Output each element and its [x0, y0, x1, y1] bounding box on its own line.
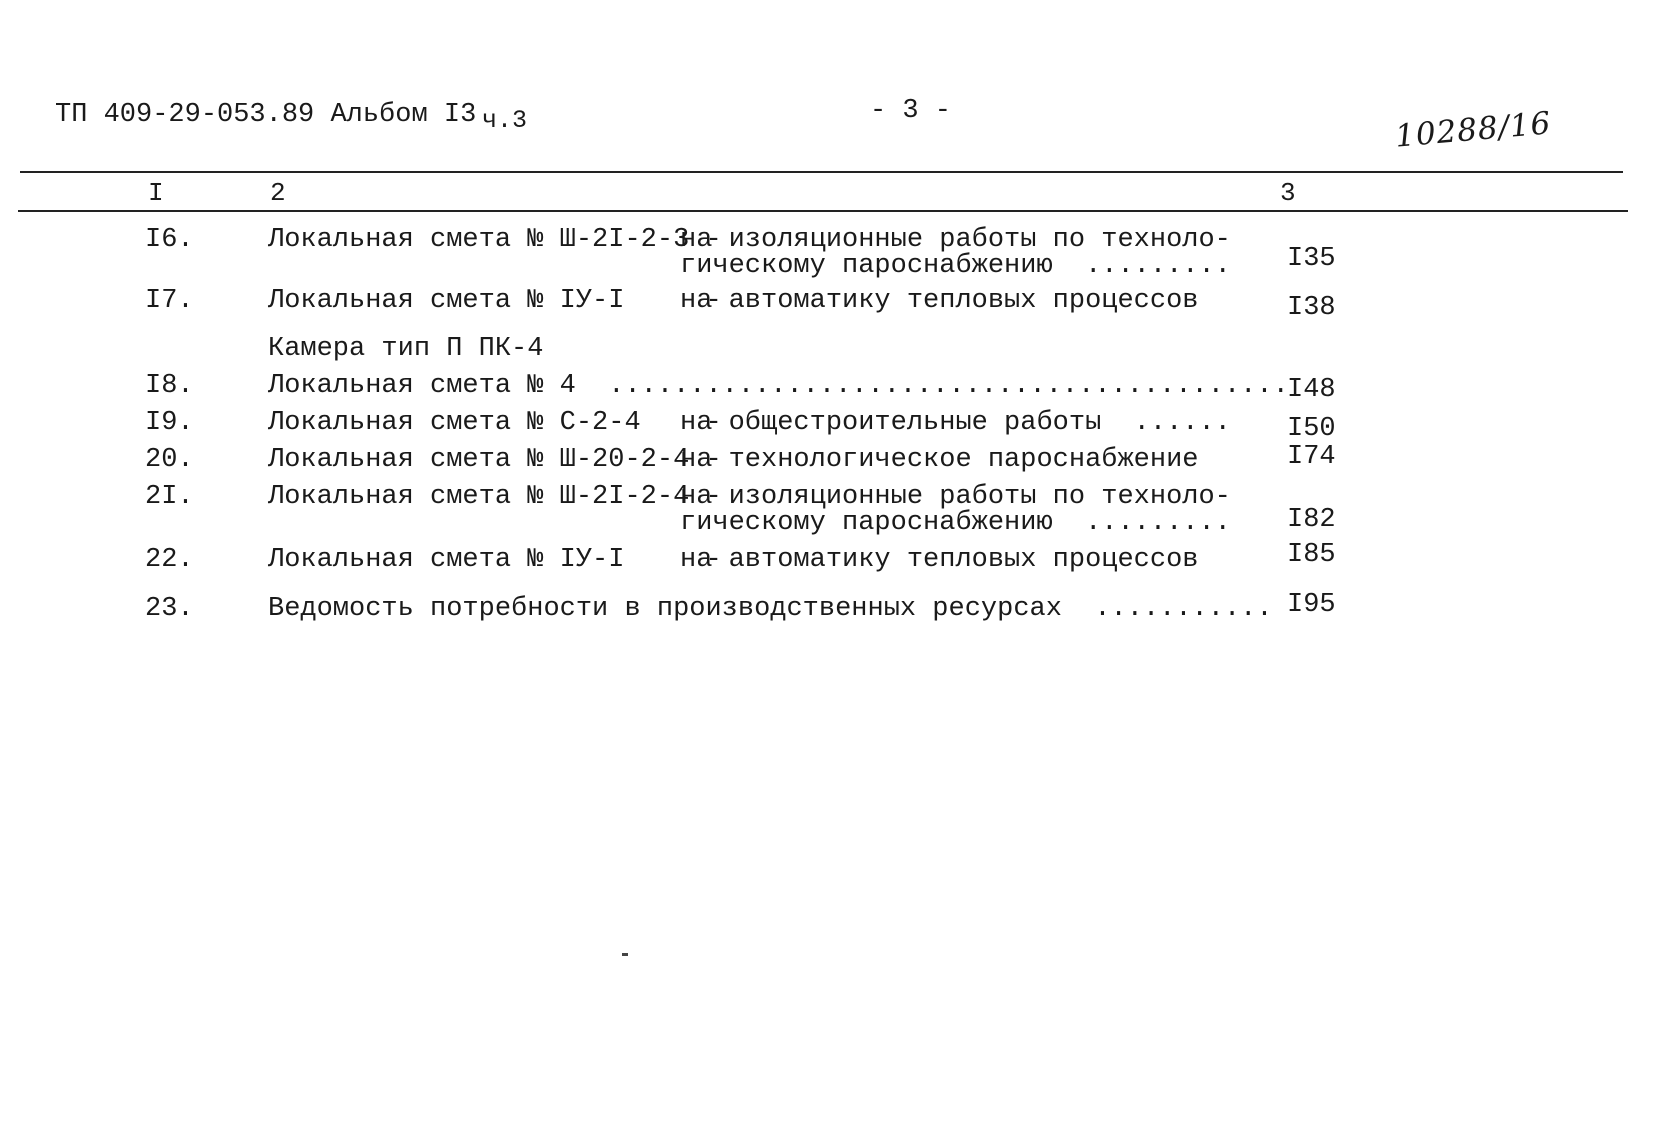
- row-label: Ведомость потребности в производственных ресурсах ...........: [268, 594, 1273, 624]
- row-label: Локальная смета № Ш-20-2-4 -: [268, 445, 722, 475]
- column-header-2: 2: [270, 178, 286, 208]
- table-header-rule: [18, 210, 1628, 212]
- row-description: на изоляционные работы по техноло-: [680, 225, 1231, 255]
- row-page: I74: [1287, 442, 1336, 472]
- row-label: Локальная смета № IУ-I -: [268, 286, 722, 316]
- row-number: I9.: [145, 408, 194, 438]
- row-description: на автоматику тепловых процессов: [680, 545, 1199, 575]
- row-page: I50: [1287, 414, 1336, 444]
- row-page: I38: [1287, 293, 1336, 323]
- row-description-continuation: гическому пароснабжению .........: [680, 251, 1231, 281]
- row-number: 20.: [145, 445, 194, 475]
- column-header-3: 3: [1280, 178, 1296, 208]
- row-label: Локальная смета № Ш-2I-2-4 -: [268, 482, 722, 512]
- row-page: I82: [1287, 505, 1336, 535]
- section-heading: Камера тип П ПК-4: [268, 334, 544, 364]
- handwritten-reference: 10288/16: [1393, 105, 1553, 155]
- row-number: I6.: [145, 225, 194, 255]
- row-number: I8.: [145, 371, 194, 401]
- row-label: Локальная смета № Ш-2I-2-3 -: [268, 225, 722, 255]
- scan-speck: [622, 953, 628, 956]
- row-description: на технологическое пароснабжение: [680, 445, 1199, 475]
- row-number: 23.: [145, 594, 194, 624]
- row-label: Локальная смета № IУ-I -: [268, 545, 722, 575]
- row-number: 22.: [145, 545, 194, 575]
- row-description-continuation: гическому пароснабжению .........: [680, 508, 1231, 538]
- table-top-rule: [20, 171, 1623, 173]
- row-number: 2I.: [145, 482, 194, 512]
- row-description: на изоляционные работы по техноло-: [680, 482, 1231, 512]
- document-designation: ТП 409-29-053.89 Альбом I3: [55, 100, 477, 130]
- row-page: I35: [1287, 244, 1336, 274]
- row-label: Локальная смета № 4 ..........................................: [268, 371, 1289, 401]
- row-number: I7.: [145, 286, 194, 316]
- row-page: I85: [1287, 540, 1336, 570]
- row-description: на автоматику тепловых процессов: [680, 286, 1199, 316]
- part-number: ч.3: [482, 106, 528, 135]
- row-description: на общестроительные работы ......: [680, 408, 1231, 438]
- column-header-1: I: [148, 178, 164, 208]
- page-number: - 3 -: [870, 96, 952, 126]
- row-label: Локальная смета № С-2-4 -: [268, 408, 722, 438]
- row-page: I48: [1287, 375, 1336, 405]
- row-page: I95: [1287, 590, 1336, 620]
